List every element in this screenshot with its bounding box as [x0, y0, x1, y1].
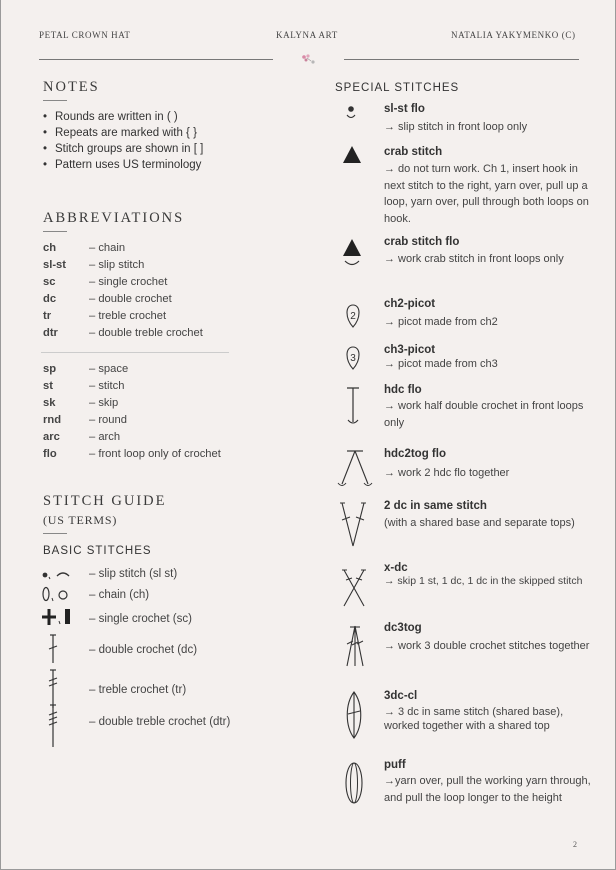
single-crochet-symbol-icon — [41, 607, 75, 627]
basic-stitch-label: – double treble crochet (dtr) — [89, 716, 231, 728]
special-stitch-name: hdc flo — [384, 384, 422, 396]
special-stitch-desc: → do not turn work. Ch 1, insert hook in next stitch to the right, yarn over, pull up a loop, yarn over, pull through both loops on hook. — [384, 163, 589, 225]
page: PETAL CROWN HAT KALYNA ART NATALIA YAKYMENKO (C) NOTES • Rounds are written in ( ) • Repeats are marked with { } • Stitch groups are shown in [ ] • Pattern uses US terminology ABBREVIATIONS ch – chain sl-st – slip stitch sc – single crochet dc – double crochet tr – treble crochet dtr – double treble crochet sp – space st – stitch sk – skip rnd – round arc – arch flo – front loop only of crochet STITCH GUIDE (US TERMS) BASIC STITCHES – slip stitch (sl st) – chain (ch) – single crochet (sc) – double crochet (dc) – treble crochet (tr) – double treble crochet (dtr) SPECIAL STITCHES sl-st flo → slip stitch in front loop only crab stitch → do not turn work. Ch 1, insert hook in next stitch to the right, yarn over, pull up a loop, yarn over, pull through both loops on hook. crab stitch flo → work crab stitch in front loops only 2 ch2-picot → picot made from ch2 3 ch3-picot → picot made from ch3 hdc flo → work half double crochet in front loops only hdc2tog flo → work 2 hdc flo together 2 dc in same stitch (with a shared base and separate tops) x-dc → skip 1 st, 1 dc, 1 dc in the skipped stitch dc3tog → work 3 double crochet stitches together 3dc-cl → 3 dc in same stitch (shared base), worked together with a shared top puff →yarn over, pull the working yarn through, and pull the loop longer to the height 2 — [0, 0, 616, 870]
special-stitch-desc: → slip stitch in front loop only — [384, 121, 528, 133]
special-stitch-desc: → skip 1 st, 1 dc, 1 dc in the skipped stitch — [384, 575, 583, 587]
special-stitch-name: ch3-picot — [384, 344, 436, 356]
list-item: • Rounds are written in ( ) — [43, 111, 178, 123]
slip-stitch-symbol-icon — [41, 568, 73, 582]
special-stitch-desc: → 3 dc in same stitch (shared base), worked together with a shared top — [384, 706, 564, 732]
hdc2tog-flo-symbol-icon — [337, 448, 373, 490]
hdc-flo-symbol-icon — [345, 386, 361, 426]
list-item: • Repeats are marked with { } — [43, 127, 197, 139]
special-stitch-name: crab stitch — [384, 146, 443, 158]
header-author: NATALIA YAKYMENKO (C) — [451, 30, 576, 40]
page-number: 2 — [573, 840, 577, 849]
special-stitch-name: crab stitch flo — [384, 236, 460, 248]
special-stitch-name: puff — [384, 759, 406, 771]
notes-heading: NOTES — [43, 79, 100, 95]
header-brand: KALYNA ART — [276, 30, 338, 40]
special-stitch-name: dc3tog — [384, 622, 422, 634]
header-divider-left — [39, 59, 273, 60]
special-stitch-name: 3dc-cl — [384, 690, 418, 702]
stitch-guide-underline — [43, 533, 67, 534]
ch3-picot-symbol-icon — [344, 344, 362, 372]
basic-stitch-label: – treble crochet (tr) — [89, 684, 187, 696]
stitch-guide-heading: STITCH GUIDE — [43, 493, 167, 509]
special-stitch-desc: (with a shared base and separate tops) — [384, 517, 575, 529]
x-dc-symbol-icon — [341, 567, 367, 609]
special-stitch-name: hdc2tog flo — [384, 448, 446, 460]
special-stitch-name: sl-st flo — [384, 103, 425, 115]
special-stitch-desc: → picot made from ch3 — [384, 358, 498, 370]
header-title: PETAL CROWN HAT — [39, 30, 131, 40]
basic-stitch-label: – chain (ch) — [89, 589, 150, 601]
special-stitch-desc: → work crab stitch in front loops only — [384, 253, 564, 265]
header-divider-right — [344, 59, 579, 60]
puff-symbol-icon — [344, 760, 364, 806]
special-stitch-desc: → picot made from ch2 — [384, 316, 498, 328]
special-stitch-name: ch2-picot — [384, 298, 436, 310]
list-item: • Stitch groups are shown in [ ] — [43, 143, 203, 155]
svg-text:2: 2 — [350, 311, 356, 322]
double-treble-crochet-symbol-icon — [45, 704, 61, 748]
two-dc-same-stitch-symbol-icon — [339, 500, 367, 548]
crab-stitch-flo-symbol-icon — [341, 238, 363, 268]
special-stitch-desc: → work 2 hdc flo together — [384, 467, 510, 479]
special-stitch-desc: → work 3 double crochet stitches together — [384, 640, 590, 652]
basic-stitches-heading: BASIC STITCHES — [43, 545, 152, 557]
dc3tog-symbol-icon — [344, 624, 366, 668]
treble-crochet-symbol-icon — [45, 669, 61, 709]
svg-text:3: 3 — [350, 353, 356, 364]
crab-stitch-symbol-icon — [341, 145, 363, 165]
list-item: • Pattern uses US terminology — [43, 159, 201, 171]
flower-ornament-icon — [299, 52, 319, 68]
3dc-cl-symbol-icon — [344, 690, 364, 740]
notes-underline — [43, 100, 67, 101]
special-stitch-name: 2 dc in same stitch — [384, 500, 487, 512]
stitch-guide-subtitle: (US TERMS) — [43, 513, 118, 527]
abbreviations-heading: ABBREVIATIONS — [43, 210, 185, 226]
slip-stitch-flo-symbol-icon — [343, 104, 359, 120]
special-stitches-heading: SPECIAL STITCHES — [335, 82, 460, 94]
basic-stitch-label: – single crochet (sc) — [89, 613, 192, 625]
abbreviations-underline — [43, 231, 67, 232]
abbreviations-divider — [41, 352, 229, 353]
basic-stitch-label: – double crochet (dc) — [89, 644, 198, 656]
special-stitch-name: x-dc — [384, 562, 408, 574]
basic-stitch-label: – slip stitch (sl st) — [89, 568, 178, 580]
chain-symbol-icon — [41, 585, 73, 605]
special-stitch-desc: → work half double crochet in front loops only — [384, 400, 584, 429]
special-stitch-desc: →yarn over, pull the working yarn through, and pull the loop longer to the height — [384, 775, 591, 804]
double-crochet-symbol-icon — [45, 634, 61, 664]
ch2-picot-symbol-icon — [344, 302, 362, 330]
